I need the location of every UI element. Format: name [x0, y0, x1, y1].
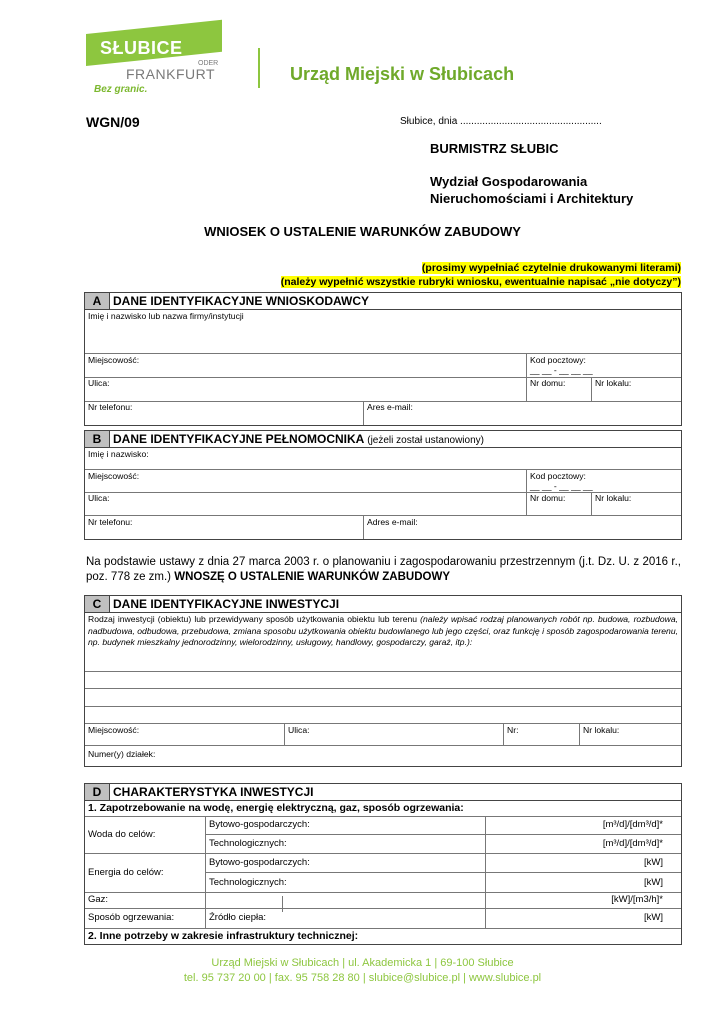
energy-tech-unit: [kW]: [644, 877, 663, 888]
energy-domestic-label: Bytowo-gospodarczych:: [209, 857, 310, 868]
proxy-flat-label: Nr lokalu:: [595, 493, 632, 503]
city-logo: [86, 24, 236, 100]
proxy-email-label: Adres e-mail:: [367, 517, 418, 527]
note-fill-all: (należy wypełnić wszystkie rubryki wniosku, ewentualnie napisać „nie dotyczy”): [280, 276, 681, 288]
heat-unit: [kW]: [644, 912, 663, 923]
legal-request: WNOSZĘ O USTALENIE WARUNKÓW ZABUDOWY: [174, 571, 450, 583]
investment-city-label: Miejscowość:: [88, 725, 140, 735]
section-c-header: [85, 596, 681, 613]
footer-address: Urząd Miejski w Słubicach | ul. Akademicka 1 | 69-100 Słubice: [211, 957, 514, 969]
section-b-title: DANE IDENTYFIKACYJNE PEŁNOMOCNIKA (jeżeli został ustanowiony): [113, 432, 484, 446]
applicant-name-label: Imię i nazwisko lub nazwa firmy/instytucji: [88, 311, 244, 321]
section-c-title: DANE IDENTYFIKACYJNE INWESTYCJI: [113, 597, 340, 611]
investment-description-label: Rodzaj inwestycji (obiektu) lub przewidywany sposób użytkowania obiektu lub terenu (należy wpisać rodzaj planowanych robót np. budowa, rozbudowa, nadbudowa, odbudowa, przebudowa, zmiana sposobu użytkowania obiektu budowlanego lub jego części, oraz funkcję i sposób zagospodarowania terenu, np. budynek mieszkalny jednorodzinny, wielorodzinny, usługowy, handlowy, gospodarczy, garaż, itp.):: [88, 614, 678, 647]
water-tech-unit: [m³/d]/[dm³/d]*: [602, 838, 663, 849]
recipient-line-1: BURMISTRZ SŁUBIC: [430, 141, 559, 156]
proxy-name-label: Imię i nazwisko:: [88, 449, 149, 459]
gas-unit: [kW]/[m3/h]*: [611, 894, 663, 905]
section-b-header: [85, 431, 681, 448]
legal-basis: Na podstawie ustawy z dnia 27 marca 2003 r. o planowaniu i zagospodarowaniu przestrzennym (j.t. Dz. U. z 2016 r., poz. 778 ze zm.) WNOSZĘ O USTALENIE WARUNKÓW ZABUDOWY: [86, 556, 681, 583]
section-a-header: [85, 293, 681, 310]
section-d-title: CHARAKTERYSTYKA INWESTYCJI: [113, 785, 314, 799]
heating-label: Sposób ogrzewania:: [88, 912, 175, 923]
logo-slogan: Bez granic.: [94, 84, 148, 95]
logo-oder: ODER: [198, 60, 219, 67]
section-b-note: (jeżeli został ustanowiony): [367, 435, 484, 446]
proxy-house-label: Nr domu:: [530, 493, 566, 503]
office-title: Urząd Miejski w Słubicach: [290, 64, 515, 84]
applicant-email-label: Ares e-mail:: [367, 402, 413, 412]
header-divider: [258, 48, 260, 88]
energy-domestic-unit: [kW]: [644, 857, 663, 868]
proxy-postal-field[interactable]: __ __ - __ __ __: [530, 481, 593, 491]
water-label: Woda do celów:: [88, 829, 156, 840]
applicant-postal-field[interactable]: __ __ - __ __ __: [530, 365, 593, 375]
section-c-letter: C: [85, 596, 110, 612]
proxy-city-label: Miejscowość:: [88, 471, 140, 481]
section-c: [84, 595, 682, 767]
place-date-field[interactable]: Słubice, dnia ...................................................: [400, 116, 602, 127]
section-d-header: [85, 784, 681, 801]
gas-label: Gaz:: [88, 894, 109, 905]
section-d-letter: D: [85, 784, 110, 800]
section-a-letter: A: [85, 293, 110, 309]
water-domestic-unit: [m³/d]/[dm³/d]*: [602, 819, 663, 830]
applicant-street-label: Ulica:: [88, 378, 110, 388]
investment-nr-label: Nr:: [507, 725, 519, 735]
recipient-line-2: Wydział Gospodarowania: [430, 174, 588, 189]
logo-city-name: SŁUBICE: [100, 38, 183, 58]
applicant-postal-label: Kod pocztowy:: [530, 355, 586, 365]
proxy-postal-label: Kod pocztowy:: [530, 471, 586, 481]
section-a-title: DANE IDENTYFIKACYJNE WNIOSKODAWCY: [113, 294, 370, 308]
investment-description-note: (należy wpisać rodzaj planowanych robót np. budowa, rozbudowa, nadbudowa, odbudowa, przebudowa, zmiana sposobu użytkowania obiektu budowlanego lub jego części, oraz funkcję i sposób zagospodarowania terenu, np. budynek mieszkalny jednorodzinny, wielorodzinny, usługowy, handlowy, gospodarczy, garaż, itp.):: [88, 614, 678, 647]
heat-source-label: Źródło ciepła:: [209, 912, 267, 923]
proxy-street-label: Ulica:: [88, 493, 110, 503]
section-b-letter: B: [85, 431, 110, 447]
note-print-letters: (prosimy wypełniać czytelnie drukowanymi literami): [421, 262, 681, 274]
applicant-flat-label: Nr lokalu:: [595, 378, 632, 388]
water-tech-label: Technologicznych:: [209, 838, 287, 849]
form-code: WGN/09: [86, 114, 140, 130]
utilities-heading: 1. Zapotrzebowanie na wodę, energię elektryczną, gaz, sposób ogrzewania:: [88, 802, 464, 814]
energy-tech-label: Technologicznych:: [209, 877, 287, 888]
applicant-house-label: Nr domu:: [530, 378, 566, 388]
section-b: [84, 430, 682, 540]
other-infrastructure-heading: 2. Inne potrzeby w zakresie infrastruktury technicznej:: [88, 930, 359, 942]
section-d: [84, 783, 682, 945]
investment-street-label: Ulica:: [288, 725, 310, 735]
investment-plots-label: Numer(y) działek:: [88, 749, 156, 759]
investment-flat-label: Nr lokalu:: [583, 725, 620, 735]
energy-label: Energia do celów:: [88, 867, 164, 878]
section-a: [84, 292, 682, 426]
applicant-phone-label: Nr telefonu:: [88, 402, 133, 412]
recipient-line-3: Nieruchomościami i Architektury: [430, 191, 634, 206]
water-domestic-label: Bytowo-gospodarczych:: [209, 819, 310, 830]
footer-contact: tel. 95 737 20 00 | fax. 95 758 28 80 | slubice@slubice.pl | www.slubice.pl: [183, 972, 542, 984]
proxy-phone-label: Nr telefonu:: [88, 517, 133, 527]
applicant-city-label: Miejscowość:: [88, 355, 140, 365]
form-title: WNIOSEK O USTALENIE WARUNKÓW ZABUDOWY: [204, 224, 521, 239]
logo-frankfurt: FRANKFURT: [126, 66, 216, 82]
